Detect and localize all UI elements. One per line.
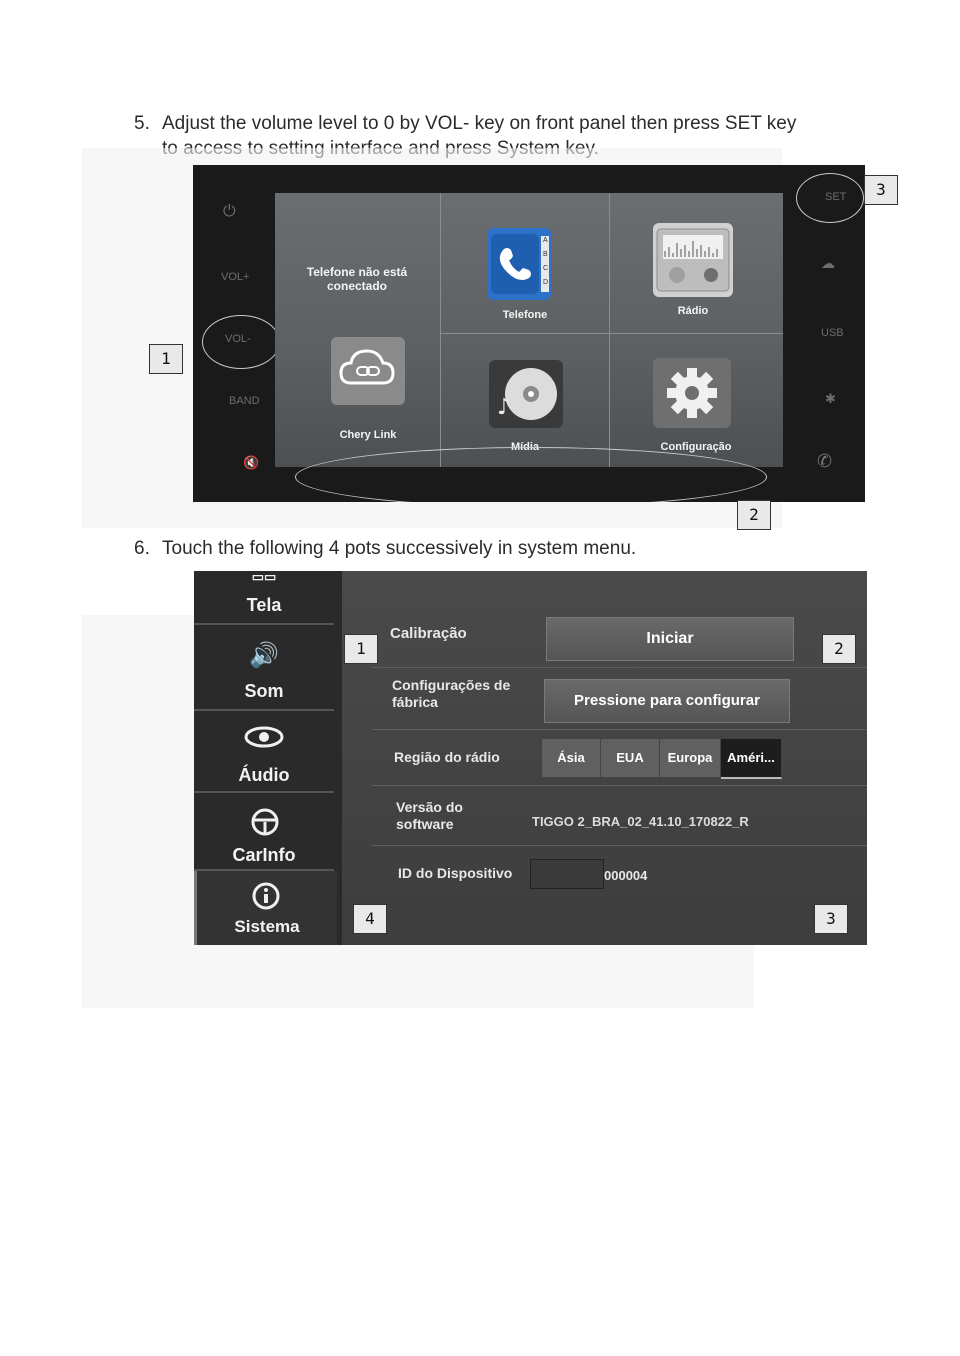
- regiao-option-america-selected[interactable]: Améri...: [721, 739, 782, 779]
- equalizer-icon: [244, 725, 284, 749]
- midia-label: Mídia: [510, 441, 540, 453]
- sidebar-item-sistema[interactable]: [194, 871, 337, 945]
- telefone-tile[interactable]: [487, 228, 551, 300]
- info-icon: [251, 881, 281, 911]
- power-icon[interactable]: ⏻: [223, 203, 236, 220]
- callout-1: 1: [149, 344, 183, 374]
- regiao-option-eua[interactable]: EUA: [601, 739, 660, 777]
- regiao-label: Região do rádio: [394, 749, 500, 765]
- versao-value: TIGGO 2_BRA_02_41.10_170822_R: [532, 814, 749, 829]
- step-text: Touch the following 4 pots successively in system menu.: [162, 538, 637, 559]
- step-number: 5.: [134, 113, 150, 134]
- phone-handset-icon: [487, 228, 551, 300]
- system-settings-panel: [342, 571, 867, 945]
- cloud-link-icon: [331, 337, 405, 405]
- id-redacted-box: [530, 859, 604, 889]
- sidebar-item-audio[interactable]: [194, 713, 334, 791]
- band-key[interactable]: BAND: [229, 395, 260, 407]
- telefone-label: Telefone: [502, 309, 548, 321]
- id-dispositivo-label: ID do Dispositivo: [398, 865, 513, 881]
- usb-key[interactable]: USB: [821, 327, 844, 339]
- set-highlight: [796, 173, 864, 223]
- iniciar-button[interactable]: Iniciar: [546, 617, 794, 661]
- radio-label: Rádio: [677, 305, 709, 317]
- head-unit-home-photo: [193, 165, 865, 502]
- letter-index: B: [543, 251, 548, 258]
- id-dispositivo-value: 000004: [604, 868, 648, 883]
- regiao-option-europa[interactable]: Europa: [660, 739, 721, 777]
- radio-icon: [653, 223, 733, 297]
- configuracao-label: Configuração: [660, 441, 732, 453]
- midia-tile[interactable]: [489, 360, 563, 428]
- callout-2: 2: [737, 500, 771, 530]
- vol-minus-key[interactable]: VOL-: [225, 333, 251, 345]
- gear-icon: [653, 358, 731, 428]
- media-disc-icon: [489, 360, 563, 428]
- svg-text:♪: ♪: [497, 395, 512, 420]
- letter-index: D: [543, 279, 549, 286]
- letter-index: A: [543, 237, 548, 244]
- steering-wheel-icon: [250, 807, 280, 837]
- home-screen: [275, 193, 783, 467]
- sidebar-item-som[interactable]: [194, 627, 334, 707]
- versao-label: Versão do software: [396, 799, 463, 832]
- display-icon: ▭▭: [251, 571, 277, 584]
- speaker-icon: 🔊: [249, 642, 279, 669]
- mute-icon[interactable]: 🔇: [243, 455, 260, 470]
- callout-4: 4: [353, 904, 387, 934]
- chery-link-label: Chery Link: [339, 429, 397, 441]
- system-menu-photo: [194, 571, 867, 945]
- phone-status-text: Telefone não está conectado: [306, 265, 408, 293]
- configuracao-tile[interactable]: [653, 358, 731, 428]
- sidebar-label: CarInfo: [232, 845, 296, 865]
- regiao-option-asia[interactable]: Ásia: [542, 739, 601, 777]
- chery-link-tile[interactable]: [331, 337, 405, 405]
- radio-tile[interactable]: [653, 223, 733, 297]
- callout-3: 3: [814, 904, 848, 934]
- phone-icon[interactable]: ✆: [817, 451, 833, 471]
- vol-plus-key[interactable]: VOL+: [221, 271, 250, 283]
- sidebar-label: Som: [244, 681, 284, 701]
- set-key[interactable]: SET: [825, 191, 847, 203]
- settings-sidebar: [194, 571, 342, 945]
- pressione-configurar-button[interactable]: Pressione para configurar: [544, 679, 790, 723]
- calibracao-label: Calibração: [390, 625, 467, 642]
- step-number: 6.: [134, 538, 150, 559]
- sidebar-item-tela[interactable]: [194, 571, 334, 621]
- sidebar-item-carinfo[interactable]: [194, 795, 334, 869]
- callout-3: 3: [864, 175, 898, 205]
- letter-index: C: [543, 265, 549, 272]
- sidebar-label: Áudio: [238, 765, 290, 785]
- callout-2: 2: [822, 634, 856, 664]
- sidebar-label: Tela: [246, 595, 282, 615]
- callout-1: 1: [344, 634, 378, 664]
- vol-minus-highlight: [202, 315, 280, 369]
- configuracao-highlight: [295, 447, 767, 502]
- cloud-link-icon[interactable]: ☁: [821, 255, 835, 271]
- step-text-line1: Adjust the volume level to 0 by VOL- key on front panel then press SET key: [162, 113, 797, 134]
- bluetooth-icon[interactable]: ✱: [825, 391, 836, 406]
- fabrica-label: Configurações de fábrica: [392, 677, 511, 710]
- sidebar-label: Sistema: [234, 917, 300, 936]
- step-6: [134, 536, 854, 562]
- regiao-segmented-control: [542, 739, 782, 777]
